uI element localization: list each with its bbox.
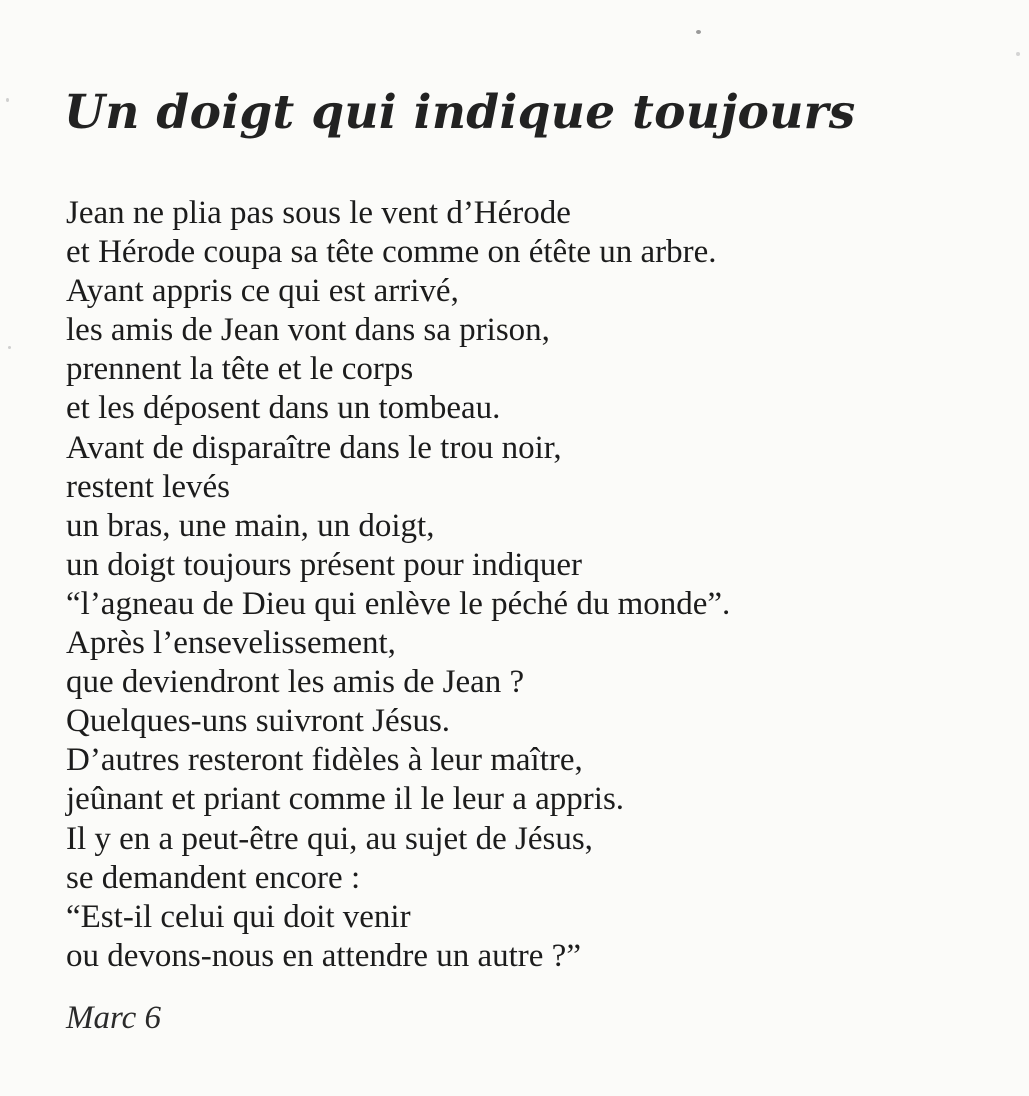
poem-line: “l’agneau de Dieu qui enlève le péché du monde”. [66, 585, 731, 622]
poem-line: Ayant appris ce qui est arrivé, [66, 273, 459, 310]
poem-line: D’autres resteront fidèles à leur maître, [66, 742, 583, 779]
poem-line: Après l’ensevelissement, [66, 625, 396, 662]
poem-line: et Hérode coupa sa tête comme on étête un arbre. [66, 234, 717, 271]
poem-line: que deviendront les amis de Jean ? [66, 664, 525, 701]
poem-line: un bras, une main, un doigt, [66, 507, 435, 544]
scan-speck [6, 98, 9, 102]
scan-speck [1016, 52, 1020, 56]
poem-line: Il y en a peut-être qui, au sujet de Jésus, [66, 820, 593, 857]
poem-line: restent levés [66, 468, 231, 505]
poem-line: se demandent encore : [66, 859, 361, 896]
poem-line: Jean ne plia pas sous le vent d’Hérode [66, 195, 571, 231]
poem-line: un doigt toujours présent pour indiquer [66, 546, 583, 583]
poem-line: Quelques-uns suivront Jésus. [66, 703, 451, 740]
source-reference: Marc 6 [66, 1000, 162, 1036]
poem-line: les amis de Jean vont dans sa prison, [66, 312, 550, 349]
scan-speck [696, 30, 701, 34]
poem-title: Un doigt qui indique toujours [64, 85, 856, 140]
poem-line: Avant de disparaître dans le trou noir, [66, 429, 562, 466]
poem-line: et les déposent dans un tombeau. [66, 390, 501, 427]
poem-line: prennent la tête et le corps [66, 351, 414, 388]
scan-speck [8, 346, 11, 349]
poem-line: “Est-il celui qui doit venir [66, 898, 411, 935]
poem-line: jeûnant et priant comme il le leur a appris. [66, 781, 625, 818]
poem-line: ou devons-nous en attendre un autre ?” [66, 937, 581, 974]
poem-body [66, 194, 730, 976]
